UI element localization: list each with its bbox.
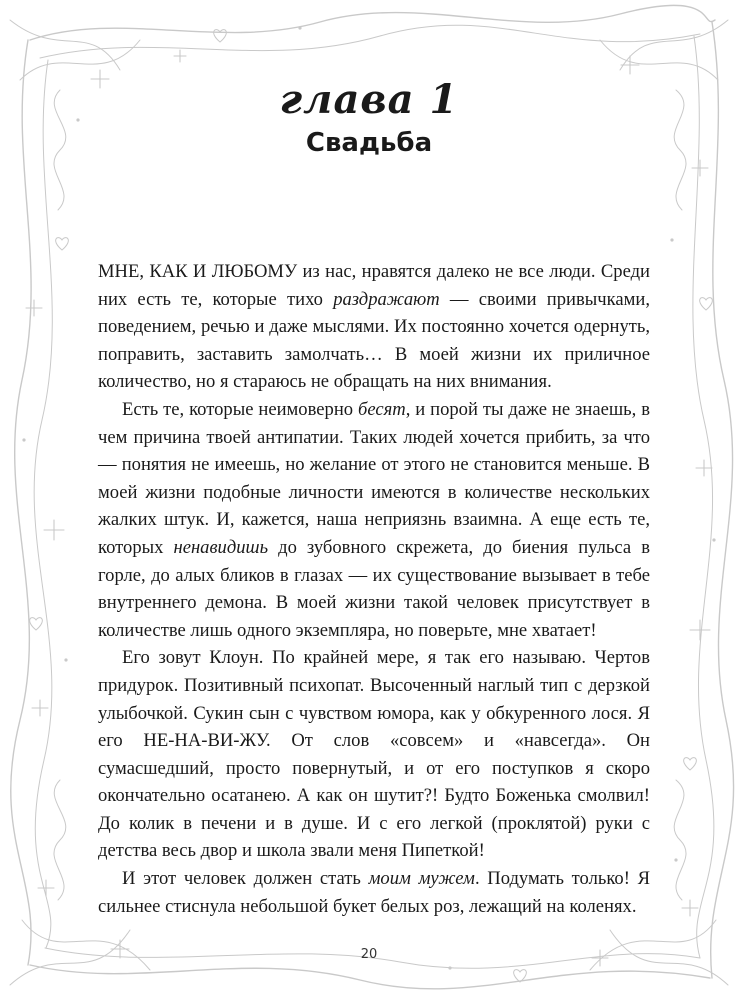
paragraph-2: Есть те, которые неимоверно бесят, и порой ты даже не знаешь, в чем причина твоей антипатии. Таких людей хочется прибить, за что — понятия не имеешь, но желание от этого не становится меньше. В моей жизни подобные личности имеются в количестве нескольких жалких штук. И, кажется, наша неприязнь взаимна. А еще есть те, которых ненавидишь до зубовного скрежета, до биения пульса в горле, до алых бликов в глазах — их существование вызывает в тебе внутреннего демона. В моей жизни такой человек присутствует в количестве лишь одного экземпляра, но поверьте, мне хватает! (98, 398, 650, 641)
paragraph-3: Его зовут Клоун. По крайней мере, я так его называю. Чертов придурок. Позитивный психопат. Высоченный наглый тип с дерзкой улыбочкой. Сукин сын с чувством юмора, как у обкуренного лося. Я его НЕ-НА-ВИ-ЖУ. От слов «совсем» и «навсегда». Он сумасшедший, просто повернутый, и от его поступков я скоро окончательно осатанею. А как он шутит?! Будто Боженька смолвил! До колик в печени и в душе. И с его легкой (проклятой) руки с детства весь двор и школа звали меня Пипеткой! (98, 647, 650, 862)
paragraph-1: МНЕ, КАК И ЛЮБОМУ из нас, нравятся далеко не все люди. Среди них есть те, которые тихо раздражают — своими привычками, поведением, речью и даже мыслями. Их постоянно хочется одернуть, поправить, заставить замолчать… В моей жизни их приличное количество, но я стараюсь не обращать на них внимания. (98, 261, 650, 393)
paragraph-4: И этот человек должен стать моим мужем. Подумать только! Я сильнее стиснула небольшой букет белых роз, лежащий на коленях. (98, 868, 650, 917)
page-number: 20 (360, 947, 378, 962)
chapter-label: глава 1 (279, 76, 459, 123)
chapter-body (98, 258, 650, 920)
chapter-title: Свадьба (305, 128, 433, 158)
